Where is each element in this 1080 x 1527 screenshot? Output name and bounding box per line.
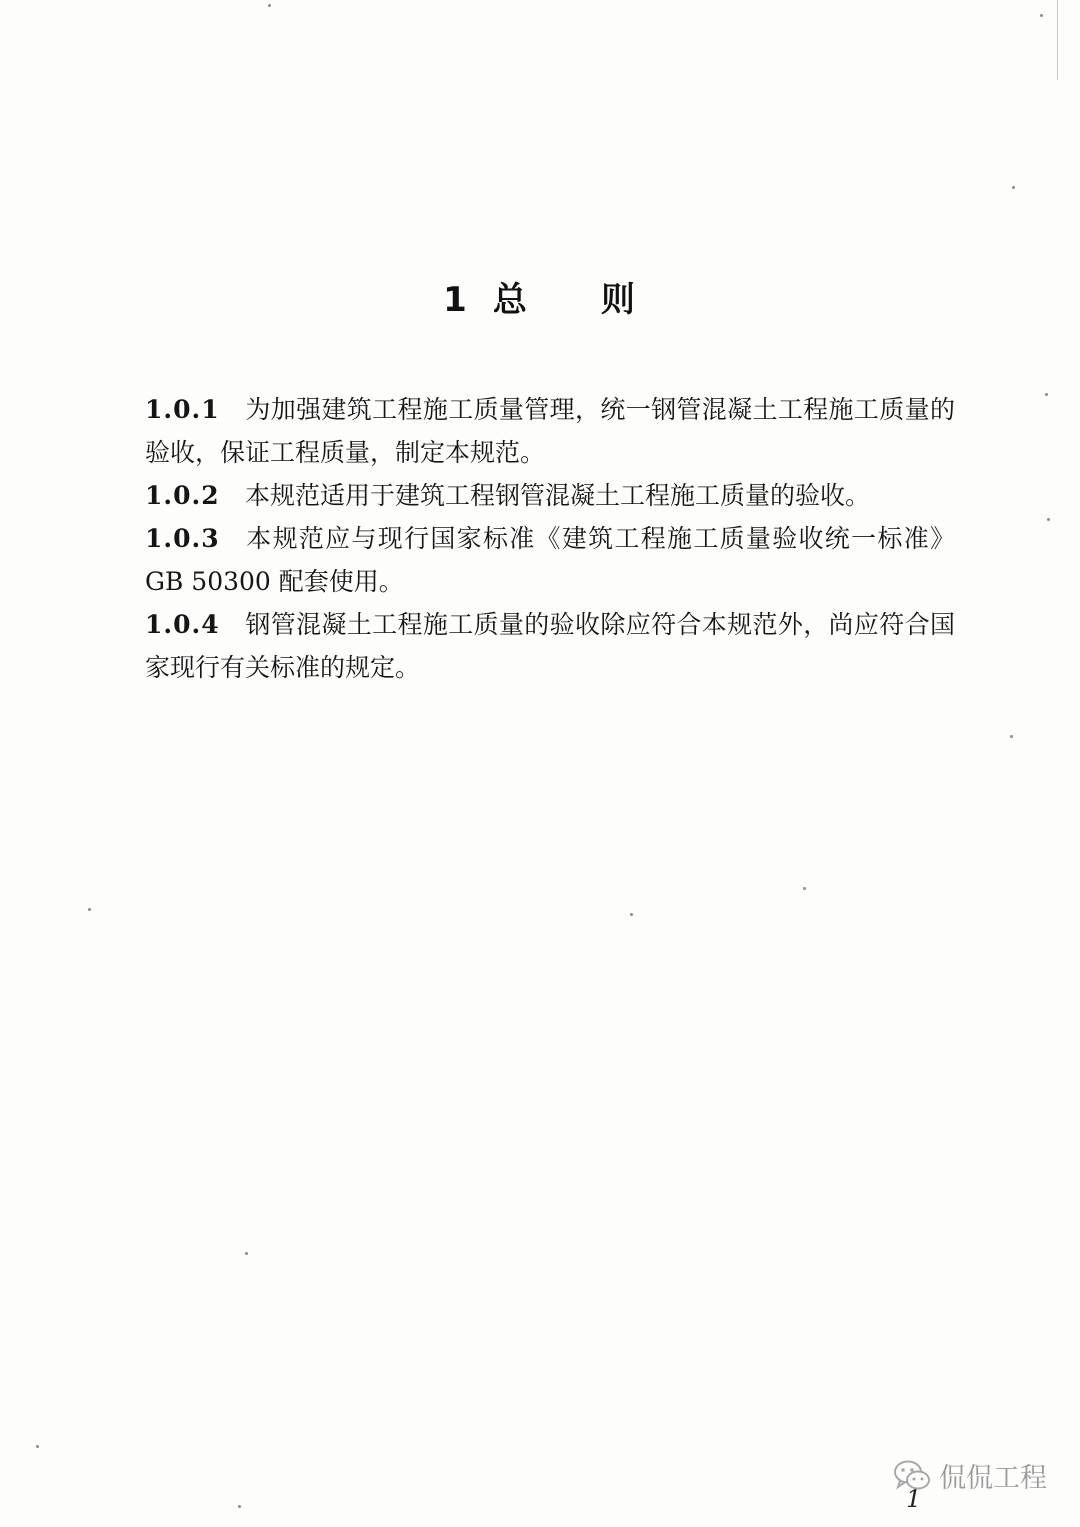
scan-speck — [803, 887, 806, 890]
scan-speck — [36, 1445, 39, 1448]
scan-speck — [1010, 735, 1013, 738]
clause — [145, 517, 955, 603]
page-number: 1 — [906, 1485, 922, 1513]
clause-number: 1.0.4 — [145, 610, 220, 639]
scan-speck — [88, 908, 91, 911]
watermark-text: 侃侃工程 — [939, 1463, 1047, 1494]
chapter-title-part1: 总 — [492, 280, 529, 320]
scan-speck — [268, 4, 271, 7]
clause-number: 1.0.3 — [145, 524, 220, 553]
clause-text: 为加强建筑工程施工质量管理，统一钢管混凝土工程施工质量的验收，保证工程质量，制定本规范。 — [145, 395, 955, 467]
clause-text: 本规范应与现行国家标准《建筑工程施工质量验收统一标准》GB 50300 配套使用。 — [145, 524, 955, 596]
scan-speck — [1040, 14, 1043, 17]
scan-speck — [630, 913, 633, 916]
clause-number: 1.0.2 — [145, 481, 220, 510]
scan-speck — [238, 1505, 241, 1508]
clause-list — [145, 388, 955, 689]
scan-speck — [1047, 518, 1050, 521]
scan-speck — [1045, 393, 1048, 396]
clause — [145, 388, 955, 474]
clause-text: 本规范适用于建筑工程钢管混凝土工程施工质量的验收。 — [245, 481, 871, 510]
clause-text: 钢管混凝土工程施工质量的验收除应符合本规范外，尚应符合国家现行有关标准的规定。 — [145, 610, 955, 682]
scan-speck — [245, 1252, 248, 1255]
chapter-title — [0, 272, 1080, 321]
clause — [145, 603, 955, 689]
clause-number: 1.0.1 — [145, 395, 220, 424]
chapter-number: 1 — [443, 280, 469, 320]
chapter-title-part2: 则 — [600, 280, 637, 320]
scan-speck — [1012, 186, 1015, 189]
scan-edge-mark — [1049, 0, 1058, 80]
clause — [145, 474, 955, 517]
